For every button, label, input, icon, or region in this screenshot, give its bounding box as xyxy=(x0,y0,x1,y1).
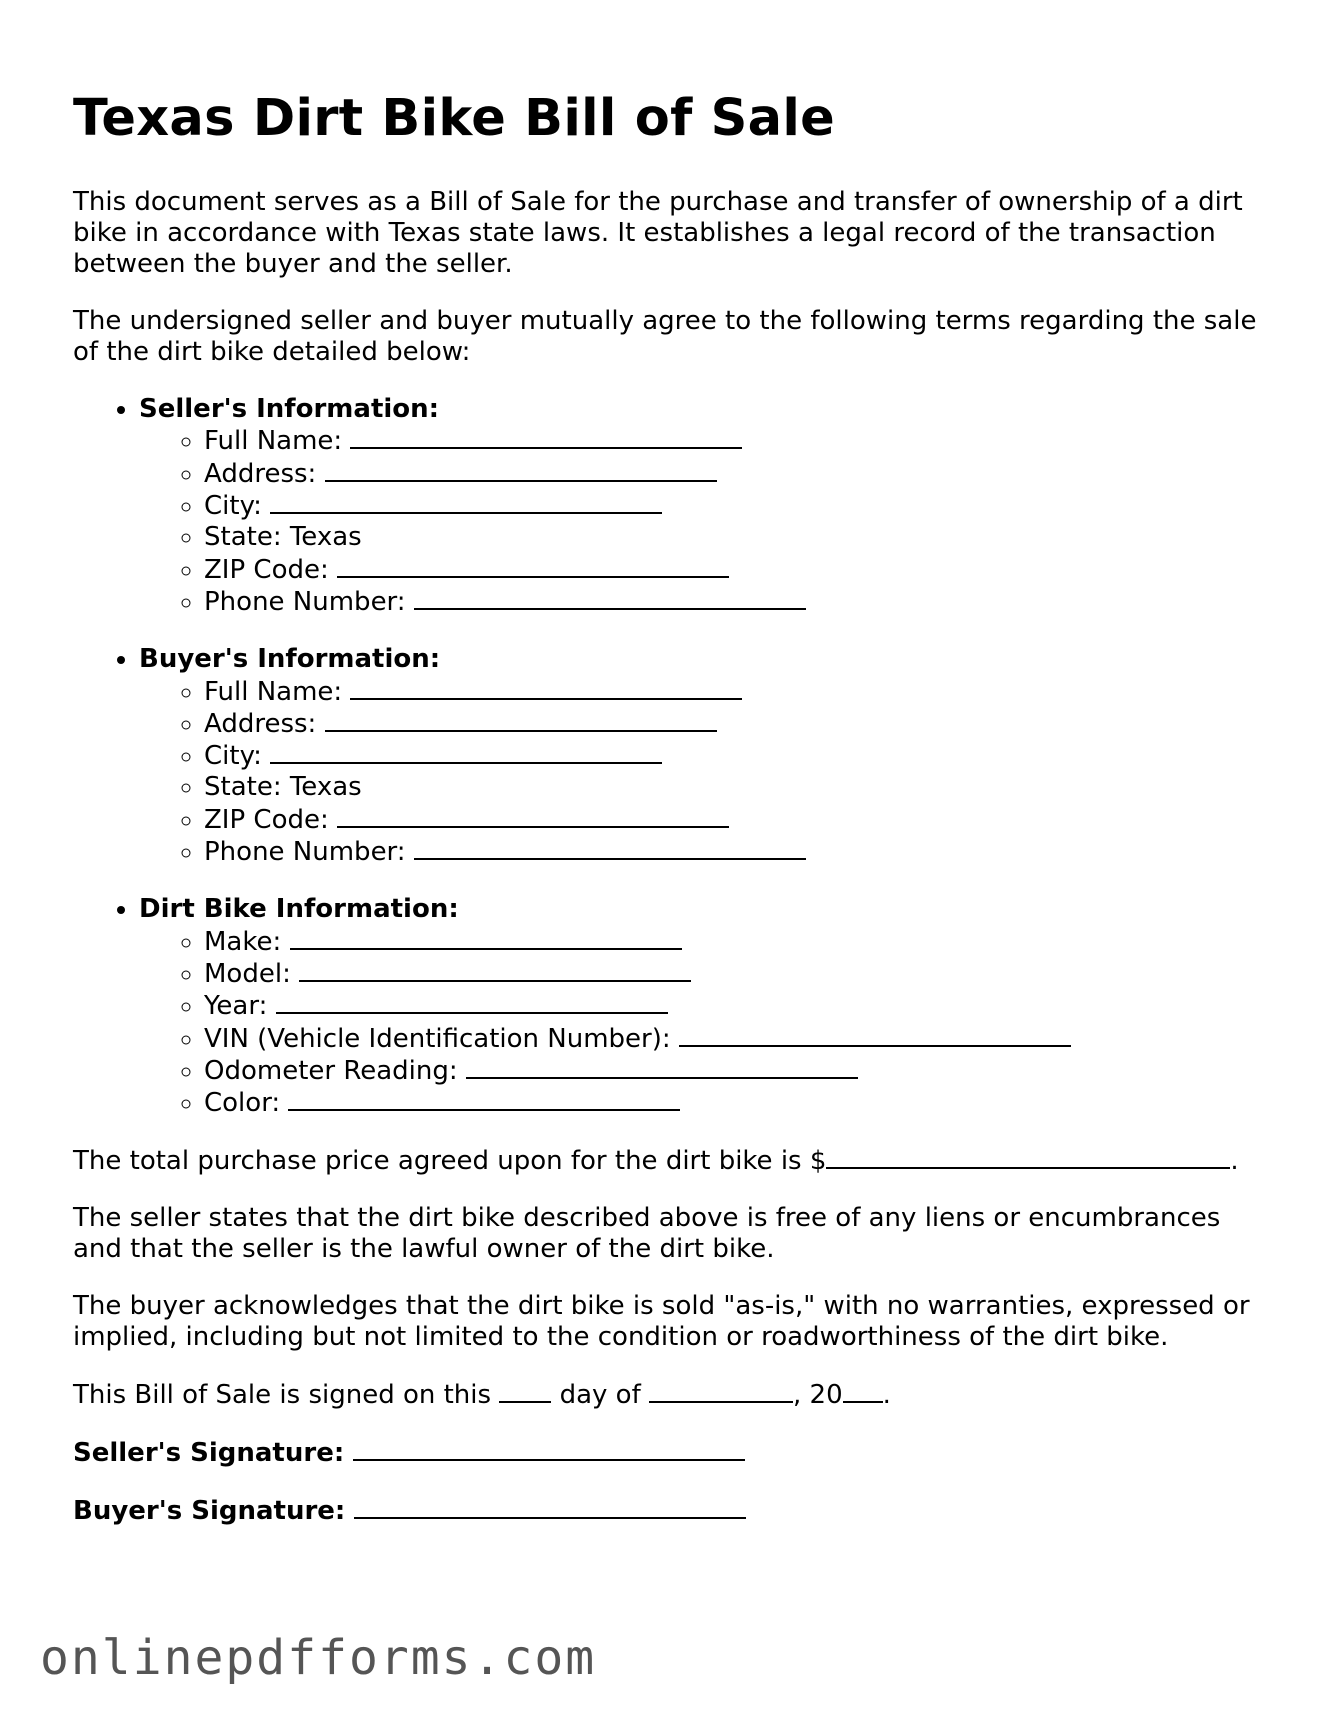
seller-signature-label: Seller's Signature: xyxy=(73,1438,345,1469)
document-title: Texas Dirt Bike Bill of Sale xyxy=(73,89,836,148)
seller-phone-blank[interactable] xyxy=(414,586,806,610)
bike-make-blank[interactable] xyxy=(290,926,682,950)
bike-fields xyxy=(139,926,1273,1120)
buyer-city-field xyxy=(204,740,1273,772)
bike-year-blank[interactable] xyxy=(276,990,668,1014)
as-is-paragraph: The buyer acknowledges that the dirt bike is sold "as-is," with no warranties, expressed or implied, including but not limited to the condition or roadworthiness of the dirt bike. xyxy=(73,1291,1250,1353)
seller-state-label: State: Texas xyxy=(204,522,362,553)
buyer-signature-blank[interactable] xyxy=(354,1495,746,1519)
buyer-zip-field xyxy=(204,804,1273,836)
signed-date-prefix: This Bill of Sale is signed on this xyxy=(73,1380,492,1411)
document-page xyxy=(73,88,1273,1553)
buyer-phone-blank[interactable] xyxy=(414,836,806,860)
purchase-price-blank[interactable] xyxy=(826,1145,1230,1169)
bike-year-label: Year: xyxy=(204,991,268,1022)
seller-address-label: Address: xyxy=(204,458,317,489)
purchase-price-text: The total purchase price agreed upon for the dirt bike is $ xyxy=(73,1146,827,1177)
bike-year-field xyxy=(204,990,1273,1022)
buyer-signature-label: Buyer's Signature: xyxy=(73,1496,346,1527)
seller-phone-label: Phone Number: xyxy=(204,586,406,617)
buyer-full-name-blank[interactable] xyxy=(350,676,742,700)
buyer-state-field xyxy=(204,772,1273,803)
seller-state-field xyxy=(204,522,1273,553)
bike-vin-blank[interactable] xyxy=(679,1023,1071,1047)
buyer-zip-label: ZIP Code: xyxy=(204,804,329,835)
buyer-city-blank[interactable] xyxy=(270,740,662,764)
bike-vin-field xyxy=(204,1023,1273,1055)
buyer-signature-line xyxy=(73,1495,1273,1527)
information-sections xyxy=(73,394,1273,1119)
buyer-full-name-field xyxy=(204,676,1273,708)
bike-model-field xyxy=(204,958,1273,990)
signed-date-end: . xyxy=(882,1380,891,1411)
watermark: onlinepdfforms.com xyxy=(40,1630,597,1686)
seller-signature-line xyxy=(73,1437,1273,1469)
seller-zip-label: ZIP Code: xyxy=(204,554,329,585)
seller-phone-field xyxy=(204,586,1273,618)
seller-address-field xyxy=(204,458,1273,490)
intro-paragraph: This document serves as a Bill of Sale for the purchase and transfer of ownership of a dirt bike in accordance with Texas state laws. It establishes a legal record of the transaction between the buyer and the seller. xyxy=(73,187,1243,280)
liens-paragraph: The seller states that the dirt bike described above is free of any liens or encumbrances and that the seller is the lawful owner of the dirt bike. xyxy=(73,1203,1221,1265)
buyer-address-label: Address: xyxy=(204,708,317,739)
signed-day-blank[interactable] xyxy=(499,1379,551,1403)
seller-section-heading: Seller's Information: xyxy=(139,394,440,425)
seller-city-label: City: xyxy=(204,491,262,522)
bike-color-field xyxy=(204,1087,1273,1119)
buyer-phone-field xyxy=(204,836,1273,868)
bike-vin-label: VIN (Vehicle Identification Number): xyxy=(204,1023,671,1054)
seller-city-blank[interactable] xyxy=(270,490,662,514)
seller-fields xyxy=(139,425,1273,618)
signed-year-blank[interactable] xyxy=(843,1379,883,1403)
seller-address-blank[interactable] xyxy=(325,458,717,482)
seller-full-name-field xyxy=(204,425,1273,457)
buyer-full-name-label: Full Name: xyxy=(204,676,343,707)
purchase-price-line xyxy=(73,1145,1273,1177)
bike-odometer-field xyxy=(204,1055,1273,1087)
seller-full-name-blank[interactable] xyxy=(350,425,742,449)
signed-date-day-of: day of xyxy=(559,1380,641,1411)
seller-zip-field xyxy=(204,554,1273,586)
signed-date-line xyxy=(73,1379,1273,1411)
buyer-address-blank[interactable] xyxy=(325,708,717,732)
purchase-price-end: . xyxy=(1230,1146,1239,1177)
bike-section xyxy=(139,894,1273,1119)
bike-make-label: Make: xyxy=(204,926,282,957)
bike-make-field xyxy=(204,926,1273,958)
buyer-section xyxy=(139,644,1273,868)
agreement-paragraph: The undersigned seller and buyer mutually agree to the following terms regarding the sale of the dirt bike detailed below: xyxy=(73,306,1257,368)
bike-color-label: Color: xyxy=(204,1088,281,1119)
buyer-zip-blank[interactable] xyxy=(337,804,729,828)
buyer-phone-label: Phone Number: xyxy=(204,837,406,868)
bike-color-blank[interactable] xyxy=(288,1087,680,1111)
buyer-fields xyxy=(139,676,1273,869)
bike-section-heading: Dirt Bike Information: xyxy=(139,894,459,925)
buyer-section-heading: Buyer's Information: xyxy=(139,644,441,675)
buyer-city-label: City: xyxy=(204,741,262,772)
signed-month-blank[interactable] xyxy=(649,1379,793,1403)
seller-signature-blank[interactable] xyxy=(353,1437,745,1461)
bike-model-label: Model: xyxy=(204,958,291,989)
seller-full-name-label: Full Name: xyxy=(204,426,343,457)
bike-model-blank[interactable] xyxy=(299,958,691,982)
seller-city-field xyxy=(204,490,1273,522)
buyer-state-label: State: Texas xyxy=(204,772,362,803)
bike-odometer-blank[interactable] xyxy=(466,1055,858,1079)
bike-odometer-label: Odometer Reading: xyxy=(204,1055,458,1086)
signed-date-year-prefix: , 20 xyxy=(793,1380,843,1411)
buyer-address-field xyxy=(204,708,1273,740)
seller-zip-blank[interactable] xyxy=(337,554,729,578)
seller-section xyxy=(139,394,1273,618)
